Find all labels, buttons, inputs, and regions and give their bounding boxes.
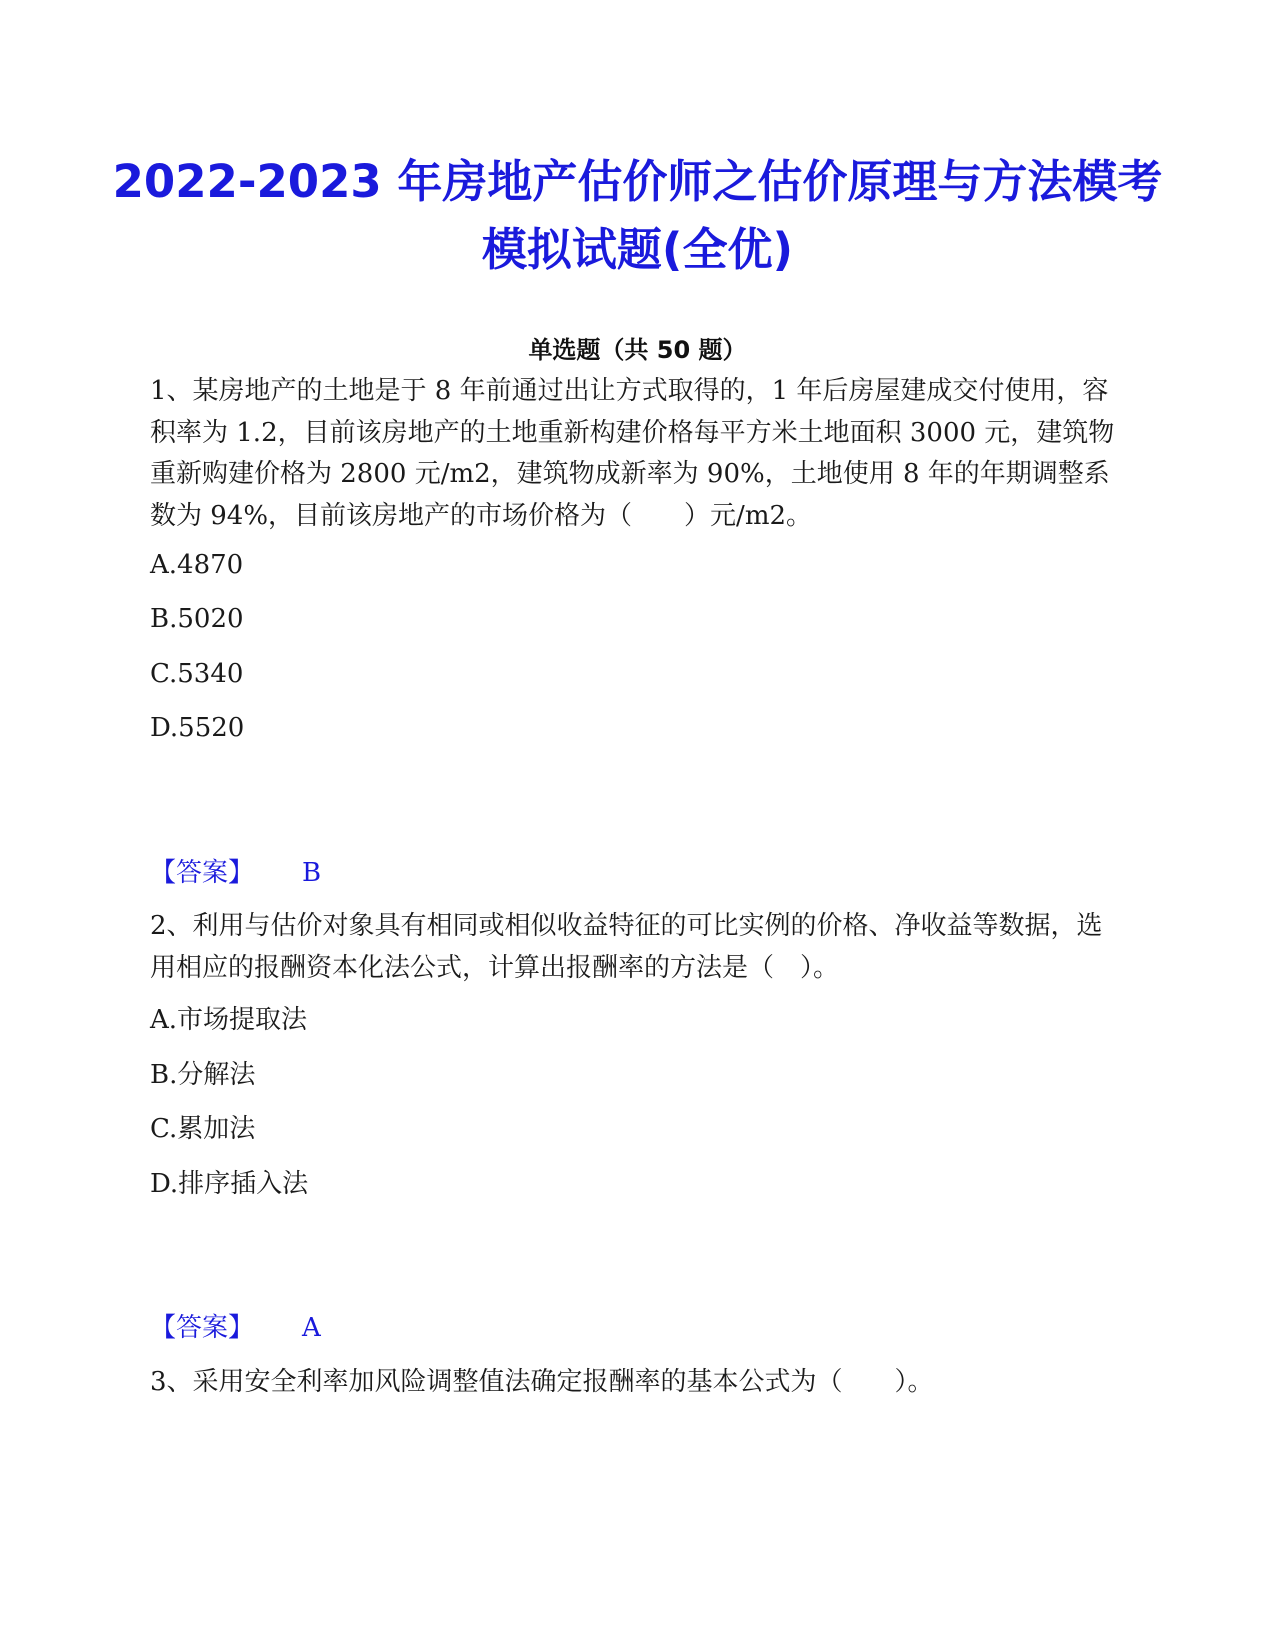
- answer-value: B: [302, 858, 322, 888]
- question-1-option-c: C.5340: [150, 659, 244, 689]
- question-1-option-a: A.4870: [150, 550, 244, 580]
- question-1-option-b: B.5020: [150, 604, 244, 634]
- answer-label: 【答案】: [150, 1313, 255, 1343]
- question-2-option-d: D.排序插入法: [150, 1169, 309, 1199]
- question-2-text: 2、利用与估价对象具有相同或相似收益特征的可比实例的价格、净收益等数据，选用相应的报酬资本化法公式，计算出报酬率的方法是（ ）。: [150, 911, 1103, 983]
- section-heading: 单选题（共 50 题）: [528, 336, 747, 364]
- page-title: 2022-2023 年房地产估价师之估价原理与方法模考模拟试题(全优): [112, 155, 1163, 276]
- question-1-text: 1、某房地产的土地是于 8 年前通过出让方式取得的，1 年后房屋建成交付使用，容积率为 1.2，目前该房地产的土地重新构建价格每平方米土地面积 3000 元，建筑物重新购建价格为 2800 元/m2，建筑物成新率为 90%，土地使用 8 年的年期调整系数为 94%，目前该房地产的市场价格为（ ）元/m2。: [150, 376, 1115, 531]
- answer-value: A: [302, 1313, 321, 1343]
- question-1-option-d: D.5520: [150, 713, 245, 743]
- question-3-text: 3、采用安全利率加风险调整值法确定报酬率的基本公式为（ ）。: [150, 1367, 934, 1397]
- question-1-answer: [150, 856, 321, 890]
- question-2-option-a: A.市场提取法: [150, 1005, 308, 1035]
- question-2-answer: [150, 1311, 321, 1345]
- answer-label: 【答案】: [150, 858, 255, 888]
- question-2-option-c: C.累加法: [150, 1114, 256, 1144]
- question-2-option-b: B.分解法: [150, 1060, 256, 1090]
